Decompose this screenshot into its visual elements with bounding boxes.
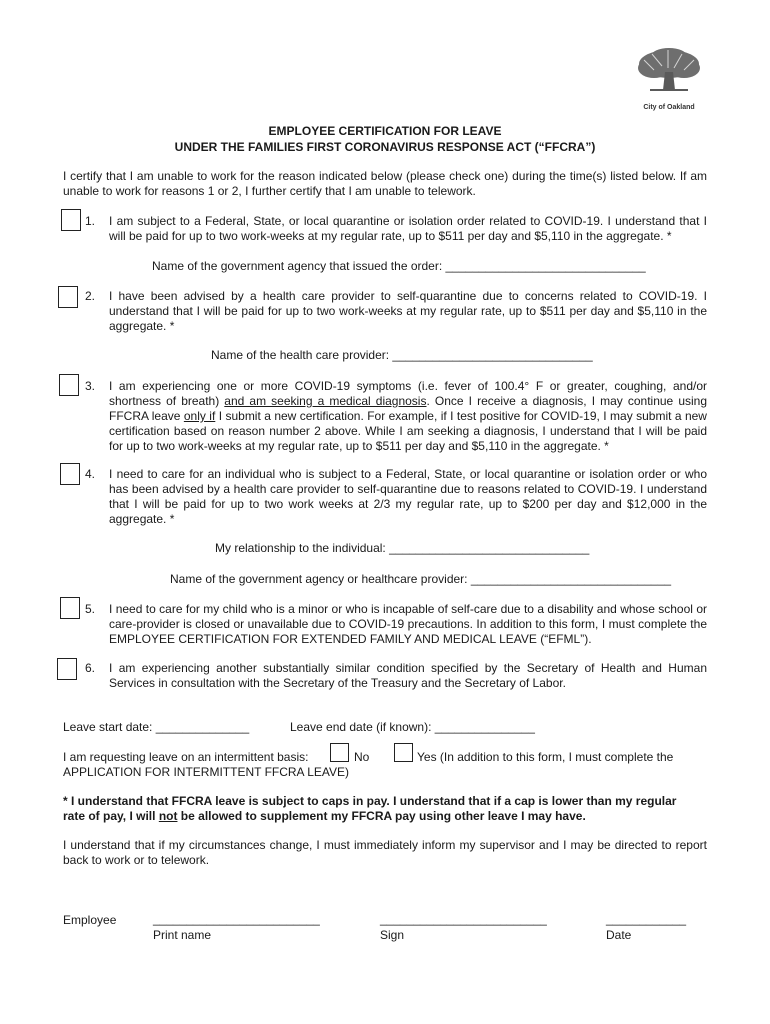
form-title-line-1: EMPLOYEE CERTIFICATION FOR LEAVE [268, 124, 502, 138]
sign-line[interactable]: _________________________ [380, 912, 547, 926]
intermittent-application-text: APPLICATION FOR INTERMITTENT FFCRA LEAVE) [63, 765, 350, 779]
reason-2-provider-field[interactable]: Name of the health care provider: ______________________________ [211, 348, 593, 362]
reason-3-number: 3. [85, 379, 96, 393]
oak-tree-icon [632, 46, 706, 98]
reason-3-text-b: . Once I receive a diagnosis, I may continue using FFCRA leave [109, 394, 708, 423]
reason-4-relationship-field[interactable]: My relationship to the individual: ______________________________ [215, 541, 590, 555]
circumstances-paragraph: I understand that if my circumstances change, I must immediately inform my supervisor and I may be directed to report back to work or to telework. [63, 838, 707, 867]
date-label: Date [606, 928, 632, 942]
reason-2-text: I have been advised by a health care provider to self-quarantine due to concerns related to COVID-19. I understand that I will be paid for up to two work-weeks at my regular rate, up to $511 per day and $5,110 in the aggregate. * [109, 289, 707, 333]
logo-caption: City of Oakland [643, 104, 695, 111]
intermittent-no-checkbox[interactable] [330, 743, 349, 762]
intermittent-label: I am requesting leave on an intermittent basis: [63, 750, 309, 764]
intermittent-yes-label: Yes (In addition to this form, I must complete the [417, 750, 674, 764]
reason-1-checkbox[interactable] [61, 209, 81, 231]
leave-end-date-field[interactable]: Leave end date (if known): _______________ [290, 720, 535, 734]
reason-3-text [109, 379, 707, 454]
sign-label: Sign [380, 928, 405, 942]
print-name-label: Print name [153, 928, 212, 942]
intermittent-yes-checkbox[interactable] [394, 743, 413, 762]
reason-5-number: 5. [85, 602, 96, 616]
reason-2-checkbox[interactable] [58, 286, 78, 308]
pay-cap-notice-b: be allowed to supplement my FFCRA pay using other leave I may have. [177, 809, 586, 823]
reason-5-checkbox[interactable] [60, 597, 80, 619]
reason-1-number: 1. [85, 214, 96, 228]
reason-3-text-c: I submit a new certification. For example, if I test positive for COVID-19, I may submit a new certification based on reason number 2 above. While I am seeking a diagnosis, I understand that I will be paid for up to two work-weeks at my regular rate, up to $511 per day and $5,110 in the aggregate. * [109, 409, 707, 453]
reason-6-number: 6. [85, 661, 96, 675]
reason-2-number: 2. [85, 289, 96, 303]
print-name-line[interactable]: _________________________ [153, 912, 320, 926]
reason-3-text-a: I am experiencing one or more COVID-19 symptoms (i.e. fever of 100.4° F or greater, coughing, and/or shortness of breath) [109, 379, 707, 408]
reason-4-number: 4. [85, 467, 96, 481]
reason-3-checkbox[interactable] [59, 374, 79, 396]
pay-cap-notice-a: * I understand that FFCRA leave is subject to caps in pay. I understand that if a cap is lower than my regular rate of pay, I will [63, 794, 677, 823]
reason-4-checkbox[interactable] [60, 463, 80, 485]
reason-6-text: I am experiencing another substantially similar condition specified by the Secretary of Health and Human Services in consultation with the Secretary of the Treasury and the Secretary of Labor. [109, 661, 707, 690]
reason-4-agency-provider-field[interactable]: Name of the government agency or healthcare provider: ______________________________ [170, 572, 672, 586]
reason-1-agency-field[interactable]: Name of the government agency that issued the order: ______________________________ [152, 259, 646, 273]
reason-3-underlined-diagnosis: and am seeking a medical diagnosis [224, 394, 427, 408]
reason-3-underlined-only-if: only if [183, 409, 216, 423]
date-line[interactable]: ____________ [606, 912, 687, 926]
reason-4-text: I need to care for an individual who is subject to a Federal, State, or local quarantine or isolation order or who has been advised by a health care provider to self-quarantine due to reasons related to COVID-19. I understand that I will be paid for up to two work weeks at 2/3 my regular rate, up to $200 per day and $12,000 in the aggregate. * [109, 467, 707, 526]
form-title-line-2: UNDER THE FAMILIES FIRST CORONAVIRUS RESPONSE ACT (“FFCRA”) [174, 140, 596, 154]
reason-5-text: I need to care for my child who is a minor or who is incapable of self-care due to a disability and whose school or care-provider is closed or unavailable due to COVID-19 precautions. In addition to this form, I must complete the EMPLOYEE CERTIFICATION FOR EXTENDED FAMILY AND MEDICAL LEAVE (“EFML”). [109, 602, 707, 646]
reason-6-checkbox[interactable] [57, 658, 77, 680]
leave-start-date-field[interactable]: Leave start date: ______________ [63, 720, 250, 734]
intermittent-no-label: No [354, 750, 370, 764]
city-logo [632, 46, 706, 111]
employee-label: Employee [63, 913, 117, 927]
reason-1-text: I am subject to a Federal, State, or local quarantine or isolation order related to COVID-19. I understand that I will be paid for up to two work-weeks at my regular rate, up to $511 per day and $5,110 in the aggregate. * [109, 214, 707, 243]
pay-cap-notice [63, 794, 683, 824]
pay-cap-notice-not: not [158, 809, 178, 823]
intro-paragraph: I certify that I am unable to work for the reason indicated below (please check one) during the time(s) listed below. If am unable to work for reasons 1 or 2, I further certify that I am unable to telework. [63, 169, 707, 198]
